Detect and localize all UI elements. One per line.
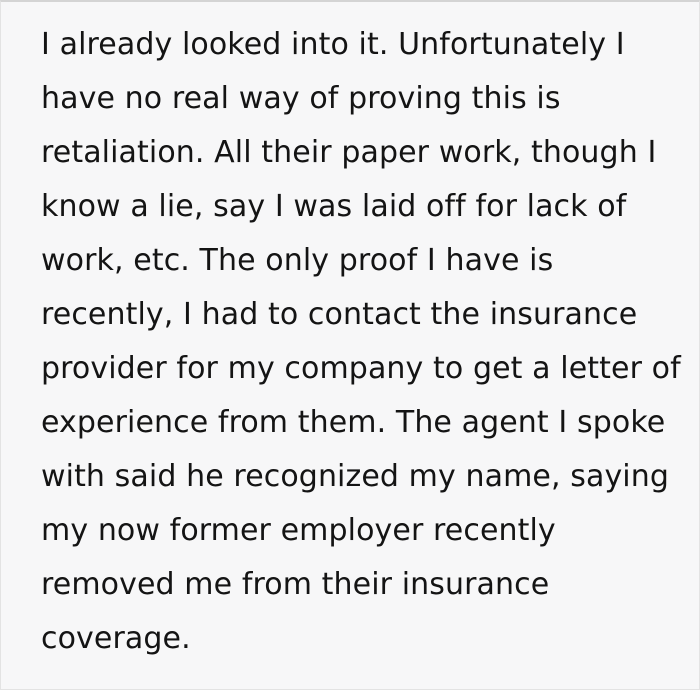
comment-text xyxy=(1,2,699,666)
text-line: retaliation. All their paper work, though I xyxy=(41,135,657,170)
text-line: my now former employer recently xyxy=(41,513,556,548)
text-line: I already looked into it. Unfortunately I xyxy=(41,27,625,62)
text-line: have no real way of proving this is xyxy=(41,81,561,116)
text-line: with said he recognized my name, saying xyxy=(41,459,669,494)
text-line: work, etc. The only proof I have is xyxy=(41,243,554,278)
text-line: coverage. xyxy=(41,621,191,656)
text-line: experience from them. The agent I spoke xyxy=(41,405,666,440)
text-line: recently, I had to contact the insurance xyxy=(41,297,638,332)
text-line: provider for my company to get a letter of xyxy=(41,351,681,386)
text-line: know a lie, say I was laid off for lack of xyxy=(41,189,627,224)
text-line: removed me from their insurance xyxy=(41,567,550,602)
